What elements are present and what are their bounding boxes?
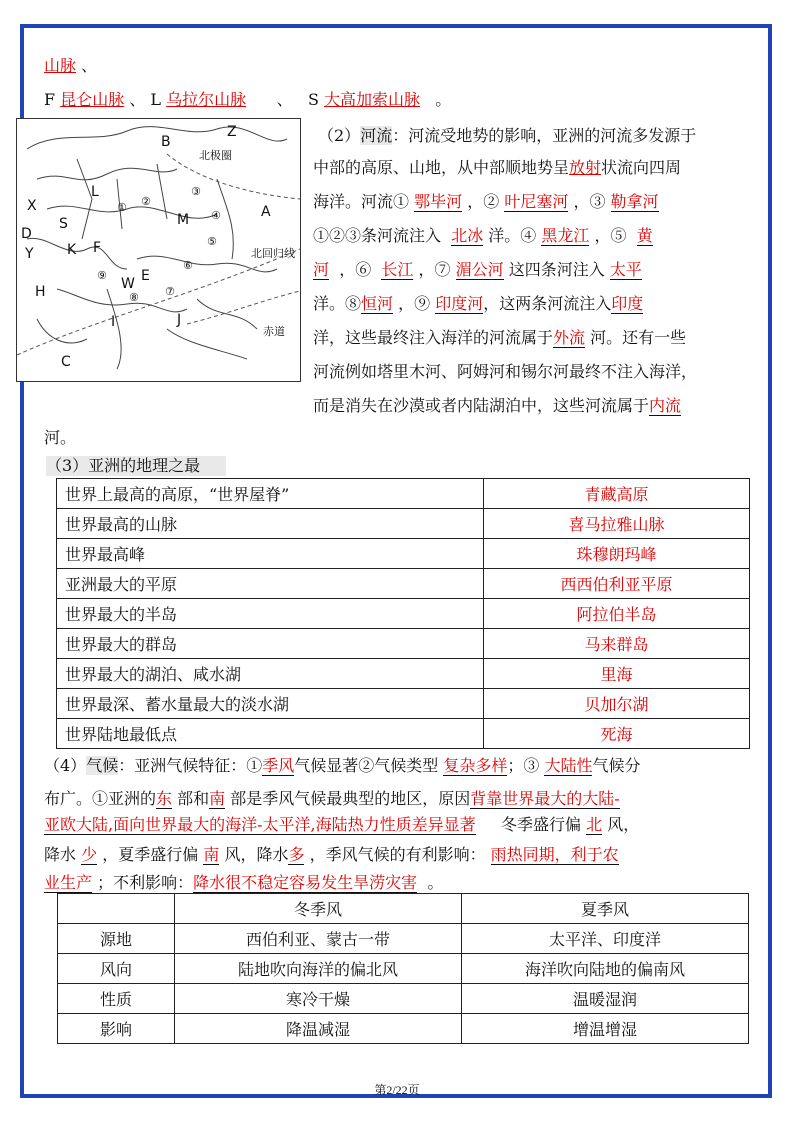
monsoon-header-row [58,894,749,924]
monsoon-cell: 源地 [58,924,175,954]
records-row [57,629,750,659]
records-value: 贝加尔湖 [484,689,750,719]
records-table [56,478,750,749]
monsoon-row [58,1014,749,1044]
map-label-Y: Y [25,246,34,262]
records-row [57,659,750,689]
records-row [57,569,750,599]
monsoon-cell: 海洋吹向陆地的偏南风 [462,954,749,984]
records-label: 亚洲最大的平原 [57,569,484,599]
records-label: 世界最高的山脉 [57,509,484,539]
rivers-line-1: （2）河流：河流受地势的影响，亚洲的河流多发源于 [318,126,697,145]
map-arctic-circle-label: 北极圈 [199,149,232,162]
mountain-line-1: 山脉 、 [44,56,98,75]
map-label-D: D [21,226,32,242]
map-label-M: M [177,212,190,228]
monsoon-cell: 性质 [58,984,175,1014]
rivers-line-3: 海洋。河流① 鄂毕河 ，② 叶尼塞河 ，③ 勒拿河 [313,192,659,211]
rivers-heading: 河流 [360,126,393,145]
records-label: 世界陆地最低点 [57,719,484,749]
map-label-Z: Z [227,124,237,140]
map-river-7: ⑦ [165,285,175,298]
map-river-5: ⑤ [207,235,217,248]
records-row [57,599,750,629]
map-label-W: W [121,276,135,292]
records-value: 里海 [484,659,750,689]
monsoon-row [58,984,749,1014]
climate-line-2: 布广。①亚洲的东 部和南 部是季风气候最典型的地区，原因背靠世界最大的大陆- [44,789,620,808]
climate-line-4: 降水 少 ，夏季盛行偏 南 风，降水多 ，季风气候的有利影响： 雨热同期，利于农 [44,845,619,864]
map-label-I: I [111,314,116,330]
map-river-9: ⑨ [97,269,107,282]
map-label-J: J [177,312,182,328]
map-river-2: ② [141,195,151,208]
records-label: 世界最大的半岛 [57,599,484,629]
rivers-line-8: 河流例如塔里木河、阿姆河和锡尔河最终不注入海洋， [313,362,698,381]
map-label-A: A [261,204,271,220]
monsoon-row [58,954,749,984]
records-label: 世界上最高的高原，“世界屋脊” [57,479,484,509]
map-tropic-label: 北回归线 [251,247,295,260]
records-row [57,479,750,509]
rivers-line-7: 洋，这些最终注入海洋的河流属于外流 河。还有一些 [313,328,687,347]
climate-line-1: （4）气候：亚洲气候特征：①季风气候显著②气候类型 复杂多样；③ 大陆性气候分 [44,756,641,775]
records-row [57,509,750,539]
rivers-line-2: 中部的高原、山地，从中部顺地势呈放射状流向四周 [313,158,682,177]
monsoon-cell: 增温增湿 [462,1014,749,1044]
rivers-line-4: ①②③条河流注入 北冰 洋。④ 黑龙江 ，⑤ 黄 [313,226,653,245]
records-label: 世界最大的群岛 [57,629,484,659]
records-value: 马来群岛 [484,629,750,659]
records-value: 喜马拉雅山脉 [484,509,750,539]
map-river-8: ⑧ [129,291,139,304]
climate-heading: 气候 [86,756,119,775]
records-heading: （3）亚洲的地理之最 [46,456,226,476]
records-row [57,689,750,719]
map-label-H: H [35,284,46,300]
records-label: 世界最深、蓄水量最大的淡水湖 [57,689,484,719]
rivers-line-10: 河。 [44,428,77,447]
monsoon-cell: 风向 [58,954,175,984]
climate-line-3: 亚欧大陆,面向世界最大的海洋-太平洋,海陆热力性质差异显著 冬季盛行偏 北 风， [44,815,640,834]
map-label-X: X [27,198,37,214]
monsoon-cell: 温暖湿润 [462,984,749,1014]
map-river-4: ④ [211,209,221,222]
monsoon-cell: 太平洋、印度洋 [462,924,749,954]
monsoon-cell: 降温减湿 [175,1014,462,1044]
records-label: 世界最高峰 [57,539,484,569]
records-value: 珠穆朗玛峰 [484,539,750,569]
monsoon-header-cell: 夏季风 [462,894,749,924]
monsoon-cell: 寒冷干燥 [175,984,462,1014]
monsoon-cell: 西伯利亚、蒙古一带 [175,924,462,954]
map-river-6: ⑥ [183,259,193,272]
records-label: 世界最大的湖泊、咸水湖 [57,659,484,689]
map-label-F: F [93,240,102,256]
mountain-line-2: F 昆仑山脉 、 L 乌拉尔山脉 、 S 大高加索山脉 。 [44,90,452,109]
map-label-C: C [61,354,71,370]
page-number: 第2/22页 [374,1083,420,1097]
monsoon-header-cell [58,894,175,924]
map-river-1: ① [117,201,127,214]
map-label-B: B [161,134,171,150]
map-label-L: L [91,184,99,200]
records-value: 青藏高原 [484,479,750,509]
records-value: 西西伯利亚平原 [484,569,750,599]
map-label-K: K [67,242,77,258]
asia-map [16,118,301,382]
map-equator-label: 赤道 [263,325,285,338]
map-label-S: S [59,216,68,232]
climate-line-5: 业生产 ；不利影响：降水很不稳定容易发生旱涝灾害 。 [44,873,444,892]
records-row [57,719,750,749]
monsoon-cell: 影响 [58,1014,175,1044]
monsoon-table [57,893,749,1044]
monsoon-row [58,924,749,954]
rivers-line-5: 河 ，⑥ 长江 ，⑦ 湄公河 这四条河注入 太平 [313,260,642,279]
records-value: 死海 [484,719,750,749]
rivers-line-9: 而是消失在沙漠或者内陆湖泊中，这些河流属于内流 [313,396,682,415]
records-row [57,539,750,569]
rivers-line-6: 洋。⑧恒河 ，⑨ 印度河，这两条河流注入印度 [313,294,644,313]
map-river-3: ③ [191,185,201,198]
map-label-E: E [141,268,150,284]
monsoon-cell: 陆地吹向海洋的偏北风 [175,954,462,984]
records-value: 阿拉伯半岛 [484,599,750,629]
monsoon-header-cell: 冬季风 [175,894,462,924]
